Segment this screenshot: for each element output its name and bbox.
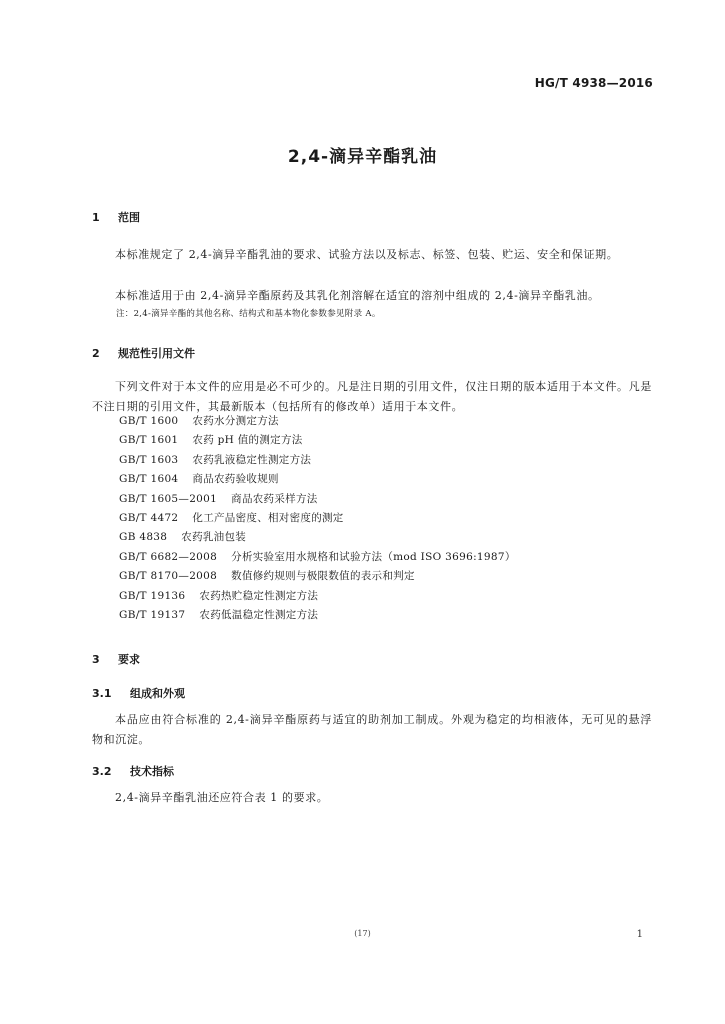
section-3-2-heading [92,763,174,779]
reference-title: 农药乳液稳定性测定方法 [192,453,312,466]
section-2-heading [92,345,195,361]
reference-title: 农药乳油包装 [181,531,247,544]
references-intro: 下列文件对于本文件的应用是必不可少的。凡是注日期的引用文件，仅注日期的版本适用于本文件。凡是不注日期的引用文件，其最新版本（包括所有的修改单）适用于本文件。 [92,380,652,413]
reference-item [119,412,516,431]
reference-title: 商品农药验收规则 [192,473,279,486]
reference-code: GB/T 8170—2008 [119,570,218,583]
section-title: 范围 [118,211,140,224]
reference-item [119,567,516,586]
reference-item [119,470,516,489]
section-number: 1 [92,211,100,224]
reference-item [119,509,516,528]
reference-code: GB/T 19137 [119,608,186,621]
section-number: 2 [92,347,100,360]
reference-item [119,490,516,509]
standard-code: HG/T 4938—2016 [534,76,653,90]
reference-list [119,412,516,625]
section-number: 3.1 [92,687,112,700]
reference-code: GB/T 19136 [119,589,186,602]
section-number: 3 [92,653,100,666]
reference-item [119,528,516,547]
section-title: 组成和外观 [130,687,185,700]
section-3-1-heading [92,685,185,701]
section-title: 要求 [118,653,140,666]
section-1-heading [92,209,140,225]
reference-code: GB/T 6682—2008 [119,550,218,563]
scope-paragraph-1: 本标准规定了 2,4-滴异辛酯乳油的要求、试验方法以及标志、标签、包装、贮运、安全和保证期。 [115,248,619,261]
reference-code: GB/T 4472 [119,511,179,524]
reference-title: 化工产品密度、相对密度的测定 [192,511,344,524]
reference-title: 农药 pH 值的测定方法 [192,434,303,447]
reference-item [119,451,516,470]
section-3-heading [92,651,140,667]
reference-code: GB 4838 [119,531,168,544]
reference-code: GB/T 1604 [119,473,179,486]
scope-note: 注：2,4-滴异辛酯的其他名称、结构式和基本物化参数参见附录 A。 [116,309,381,319]
page-number: 1 [636,929,643,940]
reference-title: 农药热贮稳定性测定方法 [199,589,319,602]
section-title: 技术指标 [130,765,174,778]
reference-item [119,587,516,606]
reference-item [119,606,516,625]
technical-index-paragraph: 2,4-滴异辛酯乳油还应符合表 1 的要求。 [115,791,329,804]
section-title: 规范性引用文件 [118,347,195,360]
composition-paragraph: 本品应由符合标准的 2,4-滴异辛酯原药与适宜的助剂加工制成。外观为稳定的均相液体，无可见的悬浮物和沉淀。 [92,713,652,746]
section-number: 3.2 [92,765,112,778]
scope-paragraph-2: 本标准适用于由 2,4-滴异辛酯原药及其乳化剂溶解在适宜的溶剂中组成的 2,4-滴异辛酯乳油。 [115,289,600,302]
reference-code: GB/T 1600 [119,415,179,427]
reference-code: GB/T 1601 [119,434,179,447]
reference-item [119,431,516,450]
reference-code: GB/T 1603 [119,453,179,466]
reference-title: 农药水分测定方法 [192,415,279,427]
reference-title: 商品农药采样方法 [231,492,318,505]
document-title: 2,4-滴异辛酯乳油 [287,147,438,167]
reference-title: 农药低温稳定性测定方法 [199,608,319,621]
reference-code: GB/T 1605—2001 [119,492,218,505]
reference-title: 分析实验室用水规格和试验方法（mod ISO 3696:1987） [231,550,516,563]
reference-title: 数值修约规则与极限数值的表示和判定 [231,570,415,583]
reference-item [119,548,516,567]
footer-marker: (17) [354,929,371,938]
